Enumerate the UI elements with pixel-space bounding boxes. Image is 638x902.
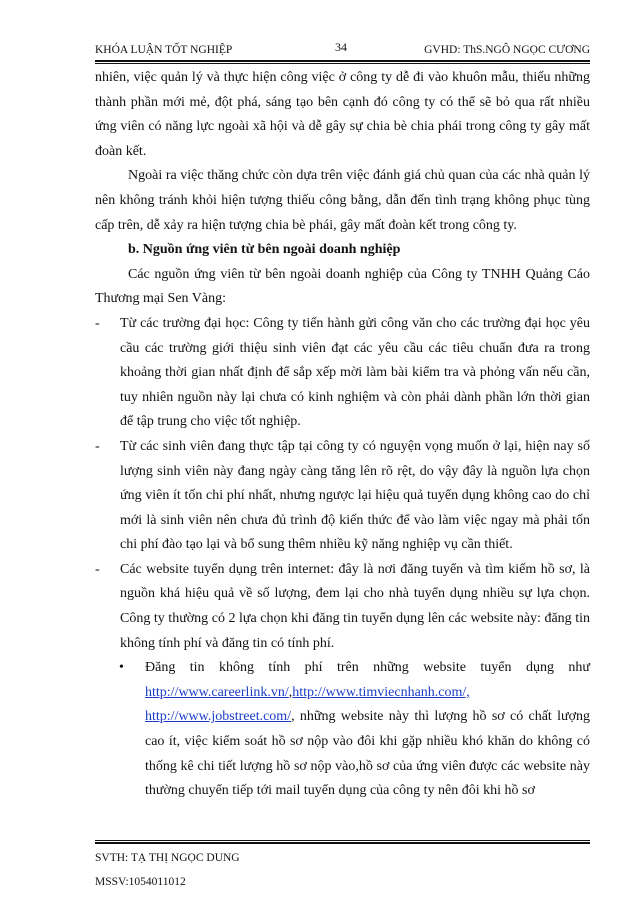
- document-body: [95, 66, 590, 804]
- header-thesis-title: KHÓA LUẬN TỐT NGHIỆP: [95, 44, 233, 56]
- link-jobstreet[interactable]: http://www.jobstreet.com/: [145, 709, 292, 725]
- bullet-intro-text: Đăng tin không tính phí trên những website tuyển dụng như: [145, 660, 590, 676]
- footer-rule-thin: [95, 840, 590, 841]
- list-item-universities: [95, 312, 590, 435]
- list-item-text: Các website tuyển dụng trên internet: đây là nơi đăng tuyển và tìm kiếm hồ sơ, là nguồn khá hiệu quả về số lượng, đem lại cho nhà tuyển dụng nhiều sự lựa chọn. Công ty thường có 2 lựa chọn khi đăng tin tuyển dụng lên các website này: đăng tin không tính phí và đăng tin có tính phí.: [120, 561, 590, 651]
- list-item-text: Từ các sinh viên đang thực tập tại công ty có nguyện vọng muốn ở lại, hiện nay số lượng sinh viên này đang ngày càng tăng lên rõ rệt, do vậy đây là nguồn lựa chọn ứng viên ít tốn chi phí nhất, nhưng ngược lại hiệu quả tuyển dụng không cao do chỉ mới là sinh viên nên chưa đủ trình độ kiến thức để vào làm việc ngay mà phải tốn chi phí đào tạo lại và bổ sung thêm nhiều kỹ năng nghiệp vụ cần thiết.: [120, 438, 590, 553]
- dash-marker: -: [95, 315, 100, 331]
- link-careerlink[interactable]: http://www.careerlink.vn/: [145, 684, 289, 700]
- link-timviecnhanh[interactable]: http://www.timviecnhanh.com/,: [292, 684, 470, 700]
- link-separator: ,: [288, 684, 293, 700]
- header-advisor: GVHD: ThS.NGÔ NGỌC CƯƠNG: [424, 44, 590, 56]
- bullet-item-free-posting: [95, 656, 590, 804]
- bullet-marker: •: [119, 660, 124, 676]
- paragraph-continued: nhiên, việc quản lý và thực hiện công việc ở công ty dễ đi vào khuôn mẫu, thiếu những thành phần mới mẻ, đột phá, sáng tạo bên cạnh đó công ty có thể sẽ bỏ qua rất nhiều ứng viên có năng lực ngoài xã hội và dễ gây sự chia bè chia phái trong công ty gây mất đoàn kết.: [95, 70, 590, 159]
- list-item-websites: [95, 558, 590, 656]
- list-item-interns: [95, 435, 590, 558]
- dash-marker: -: [95, 438, 100, 454]
- bullet-rest-text: , những website này thì lượng hồ sơ có chất lượng cao ít, việc kiểm soát hồ sơ nộp vào đôi khi gặp nhiều khó khăn do không có thống kê chi tiết lượng hồ sơ nộp vào,hồ sơ của ứng viên được các website này thường chuyển tiếp tới mail tuyển dụng của công ty nên đôi khi hồ sơ: [145, 709, 590, 799]
- page-number: 34: [335, 40, 347, 54]
- paragraph-promotion: Ngoài ra việc thăng chức còn dựa trên việc đánh giá chủ quan của các nhà quản lý nên không tránh khỏi hiện tượng thiếu công bằng, dẫn đến tình trạng không phục tùng cấp trên, dễ xảy ra hiện tượng chia bè phái, gây mất đoàn kết trong công ty.: [95, 168, 590, 233]
- header-rule-thick: [95, 60, 590, 62]
- header-rule-thin: [95, 63, 590, 64]
- paragraph-external-sources: Các nguồn ứng viên từ bên ngoài doanh nghiệp của Công ty TNHH Quảng Cáo Thương mại Sen Vàng:: [95, 266, 590, 307]
- footer-student-name: SVTH: TẠ THỊ NGỌC DUNG: [95, 852, 240, 864]
- dash-marker: -: [95, 561, 100, 577]
- section-heading: b. Nguồn ứng viên từ bên ngoài doanh nghiệp: [128, 242, 401, 258]
- footer-rule-thick: [95, 842, 590, 844]
- list-item-text: Từ các trường đại học: Công ty tiến hành gửi công văn cho các trường đại học yêu cầu các trường giới thiệu sinh viên đạt các yêu cầu các tiêu chuẩn đưa ra trong khoảng thời gian nhất định để sắp xếp mời làm bài kiểm tra và phỏng vấn nếu cần, tuy nhiên nguồn này lại chưa có kinh nghiệm và còn phải dành phần lớn thời gian để tập trung cho việc tốt nghiệp.: [120, 315, 590, 430]
- page-header: [95, 40, 590, 62]
- footer-student-id: MSSV:1054011012: [95, 876, 186, 888]
